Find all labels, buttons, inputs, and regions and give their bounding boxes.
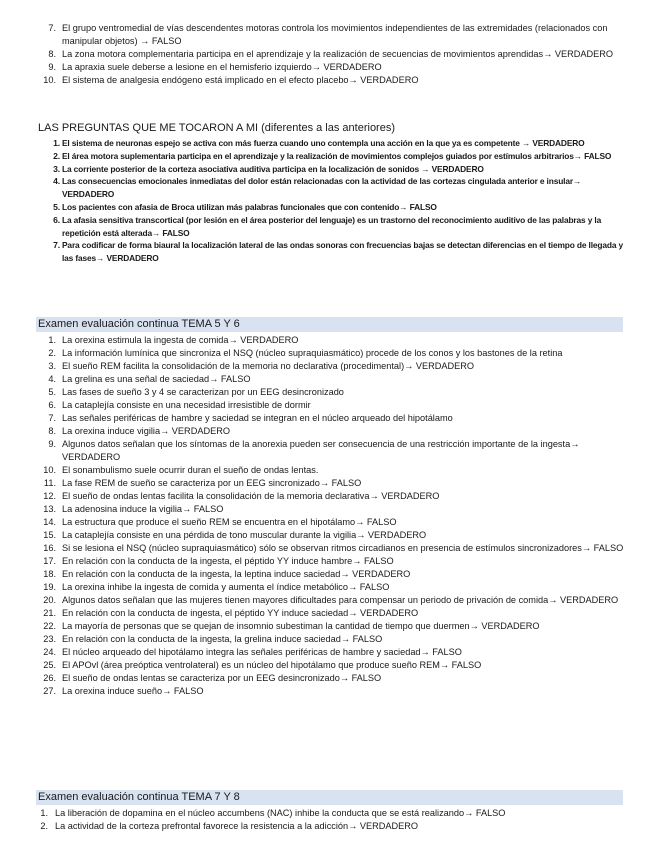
item-number: 2. — [53, 150, 60, 161]
list-item — [0, 672, 655, 685]
list-item — [0, 594, 655, 607]
item-text: El área motora suplementaria participa en el aprendizaje y la realización de movimientos complejos guiados por estímulos arbitrarios→ FALSO — [62, 150, 612, 161]
item-text: Algunos datos señalan que los síntomas de la anorexia pueden ser consecuencia de una restricción importante de la ingesta→ VERDADERO — [62, 439, 580, 462]
item-number: 7. — [48, 23, 56, 33]
item-text: El APOvl (área preóptica ventrolateral) es un núcleo del hipotálamo que produce sueño REM→ FALSO — [62, 660, 482, 670]
item-text: La orexina induce vigilia→ VERDADERO — [62, 426, 230, 436]
item-text: Si se lesiona el NSQ (núcleo supraquiasmático) sólo se observan ritmos circadianos en presencia de estímulos sincronizadores→ FALSO — [62, 543, 624, 553]
item-number: 1. — [53, 138, 60, 148]
item-number: 23. — [43, 634, 56, 644]
list-item — [0, 529, 655, 542]
list-item — [0, 542, 655, 555]
item-text: Las consecuencias emocionales inmediatas del dolor están relacionadas con la actividad de las cortezas cingulada anterior e insular→ VERDADERO — [62, 176, 582, 200]
section-heading-my-questions: LAS PREGUNTAS QUE ME TOCARON A MI (diferentes a las anteriores) — [38, 122, 396, 134]
question-list-2 — [0, 137, 655, 265]
item-number: 17. — [43, 556, 56, 566]
list-item — [0, 334, 655, 347]
item-number: 4. — [53, 176, 60, 187]
list-item — [0, 620, 655, 633]
list-item — [0, 150, 655, 163]
item-number: 8. — [48, 49, 56, 59]
item-number: 11. — [43, 478, 56, 488]
item-number: 20. — [43, 595, 56, 605]
item-text: La fase REM de sueño se caracteriza por un EEG sincronizado→ FALSO — [62, 478, 362, 488]
item-text: La adenosina induce la vigilia→ FALSO — [62, 504, 224, 514]
list-item — [0, 373, 655, 386]
item-number: 7. — [48, 413, 56, 423]
list-item — [0, 214, 655, 240]
item-number: 14. — [43, 517, 56, 527]
item-text: Las fases de sueño 3 y 4 se caracterizan por un EEG desincronizado — [62, 387, 344, 397]
item-text: La grelina es una señal de saciedad→ FALSO — [62, 374, 251, 384]
item-number: 9. — [48, 62, 56, 72]
list-item — [0, 22, 655, 48]
list-item — [0, 646, 655, 659]
list-item — [0, 360, 655, 373]
item-text: La cataplejía consiste en una necesidad irresistible de dormir — [62, 400, 311, 410]
item-number: 27. — [43, 686, 56, 696]
item-text: La liberación de dopamina en el núcleo accumbens (NAC) inhibe la conducta que se está realizando→ FALSO — [55, 808, 506, 818]
section-heading-tema-5-6: Examen evaluación continua TEMA 5 Y 6 — [36, 317, 623, 332]
item-number: 10. — [43, 465, 56, 475]
item-text: La zona motora complementaria participa en el aprendizaje y la realización de secuencias de movimientos aprendidas→ VERDADERO — [62, 49, 614, 59]
item-text: El sueño de ondas lentas facilita la consolidación de la memoria declarativa→ VERDADERO — [62, 491, 440, 501]
item-text: La cataplejía consiste en una pérdida de tono muscular durante la vigilia→ VERDADERO — [62, 530, 427, 540]
item-text: El sistema de neuronas espejo se activa con más fuerza cuando uno contempla una acción en la que ya es competente → VERDADERO — [62, 138, 585, 148]
list-item — [0, 659, 655, 672]
item-number: 1. — [48, 335, 56, 345]
item-number: 24. — [43, 647, 56, 657]
question-list-1 — [0, 22, 655, 87]
item-text: La actividad de la corteza prefrontal favorece la resistencia a la adicción→ VERDADERO — [55, 821, 419, 831]
item-text: La afasia sensitiva transcortical (por lesión en el área posterior del lenguaje) es un trastorno del reconocimiento auditivo de las palabras y la repetición está alterada→ FALSO — [62, 214, 602, 238]
item-number: 5. — [48, 387, 56, 397]
item-number: 8. — [48, 426, 56, 436]
item-number: 16. — [43, 543, 56, 553]
item-text: La mayoría de personas que se quejan de insomnio subestiman la cantidad de tiempo que duermen→ VERDADERO — [62, 621, 540, 631]
list-item — [0, 633, 655, 646]
list-item — [0, 175, 655, 201]
list-item — [0, 163, 655, 176]
list-item — [0, 74, 655, 87]
item-text: En relación con la conducta de la ingesta, el péptido YY induce hambre→ FALSO — [62, 556, 394, 566]
question-list-4 — [0, 807, 655, 833]
item-text: La orexina inhibe la ingesta de comida y aumenta el índice metabólico→ FALSO — [62, 582, 390, 592]
item-number: 13. — [43, 504, 56, 514]
item-number: 15. — [43, 530, 56, 540]
list-item — [0, 516, 655, 529]
item-text: La orexina estimula la ingesta de comida→ VERDADERO — [62, 335, 299, 345]
item-number: 12. — [43, 491, 56, 501]
list-item — [0, 555, 655, 568]
item-text: La estructura que produce el sueño REM se encuentra en el hipotálamo→ FALSO — [62, 517, 397, 527]
list-item — [0, 61, 655, 74]
list-item — [0, 412, 655, 425]
item-number: 3. — [48, 361, 56, 371]
list-item — [0, 581, 655, 594]
item-text: La orexina induce sueño→ FALSO — [62, 686, 204, 696]
item-text: El grupo ventromedial de vías descendentes motoras controla los movimientos independientes de las extremidades (relacionados con manipular objetos) → FALSO — [62, 23, 608, 46]
item-text: En relación con la conducta de ingesta, el péptido YY induce saciedad→ VERDADERO — [62, 608, 419, 618]
item-text: La información lumínica que sincroniza el NSQ (núcleo supraquiasmático) procede de los conos y los bastones de la retina — [62, 348, 563, 358]
list-item — [0, 137, 655, 150]
item-text: En relación con la conducta de la ingesta, la grelina induce saciedad→ FALSO — [62, 634, 383, 644]
item-number: 26. — [43, 673, 56, 683]
list-item — [0, 490, 655, 503]
item-number: 1. — [40, 808, 48, 818]
item-number: 25. — [43, 660, 56, 670]
item-text: El núcleo arqueado del hipotálamo integra las señales periféricas de hambre y saciedad→ FALSO — [62, 647, 462, 657]
question-list-3 — [0, 334, 655, 698]
item-text: El sueño de ondas lentas se caracteriza por un EEG desincronizado→ FALSO — [62, 673, 382, 683]
list-item — [0, 464, 655, 477]
list-item — [0, 503, 655, 516]
item-number: 5. — [53, 201, 60, 212]
item-text: Los pacientes con afasia de Broca utilizan más palabras funcionales que con contenido→ FALSO — [62, 201, 437, 212]
item-number: 19. — [43, 582, 56, 592]
item-number: 18. — [43, 569, 56, 579]
item-number: 6. — [53, 214, 60, 225]
list-item — [0, 685, 655, 698]
item-number: 9. — [48, 439, 56, 449]
item-text: El sueño REM facilita la consolidación de la memoria no declarativa (procedimental)→ VERDADERO — [62, 361, 475, 371]
list-item — [0, 48, 655, 61]
item-number: 4. — [48, 374, 56, 384]
item-number: 7. — [53, 240, 60, 251]
list-item — [0, 820, 655, 833]
item-number: 22. — [43, 621, 56, 631]
item-text: Algunos datos señalan que las mujeres tienen mayores dificultades para compensar un periodo de privación de comida→ VERDADERO — [62, 595, 619, 605]
item-number: 2. — [48, 348, 56, 358]
list-item — [0, 607, 655, 620]
list-item — [0, 386, 655, 399]
section-heading-tema-7-8: Examen evaluación continua TEMA 7 Y 8 — [36, 790, 623, 805]
list-item — [0, 347, 655, 360]
item-number: 2. — [40, 821, 48, 831]
item-number: 21. — [43, 608, 56, 618]
list-item — [0, 477, 655, 490]
item-text: Las señales periféricas de hambre y saciedad se integran en el núcleo arqueado del hipotálamo — [62, 413, 453, 423]
list-item — [0, 568, 655, 581]
list-item — [0, 239, 655, 265]
item-text: El sonambulismo suele ocurrir duran el sueño de ondas lentas. — [62, 465, 319, 475]
item-number: 10. — [43, 75, 56, 85]
list-item — [0, 438, 655, 464]
item-text: El sistema de analgesia endógeno está implicado en el efecto placebo→ VERDADERO — [62, 75, 419, 85]
item-text: En relación con la conducta de la ingesta, la leptina induce saciedad→ VERDADERO — [62, 569, 411, 579]
item-text: Para codificar de forma biaural la localización lateral de las ondas sonoras con frecuencias bajas se detectan diferencias en el tiempo de llegada y las fases→ VERDADERO — [62, 240, 624, 264]
item-number: 6. — [48, 400, 56, 410]
list-item — [0, 399, 655, 412]
list-item — [0, 425, 655, 438]
item-text: La apraxia suele deberse a lesione en el hemisferio izquierdo→ VERDADERO — [62, 62, 382, 72]
list-item — [0, 201, 655, 214]
item-number: 3. — [53, 163, 60, 174]
item-text: La corriente posterior de la corteza asociativa auditiva participa en la localización de sonidos → VERDADERO — [62, 163, 484, 174]
list-item — [0, 807, 655, 820]
